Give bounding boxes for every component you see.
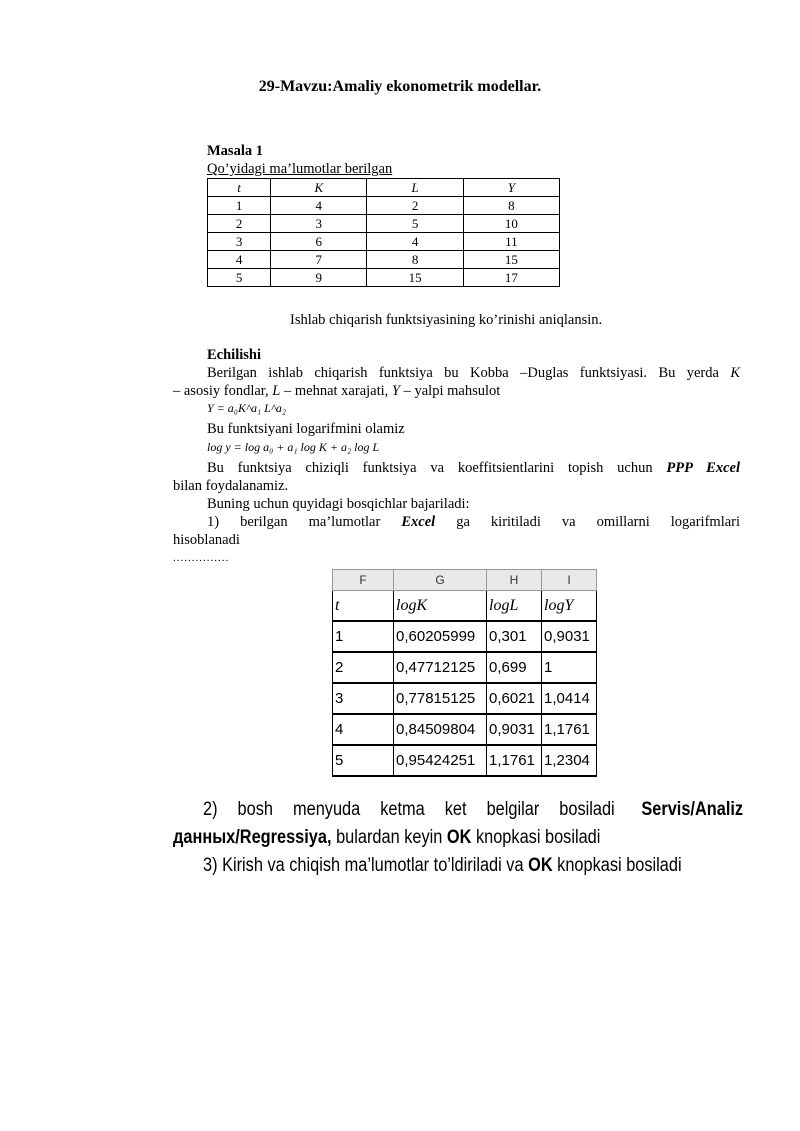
log-formula: log y = log a₀ + a₁ log K + a₂ log L [207,440,380,454]
table-cell: 4 [271,197,367,215]
excel-log-table [332,569,597,777]
solution-paragraph-4: Buning uchun quyidagi bosqichlar bajariladi: [207,496,470,512]
excel-cell: 0,9031 [542,621,597,652]
table-cell: 5 [367,215,463,233]
page-title: 29-Mavzu:Amaliy ekonometrik modellar. [258,78,542,95]
table-cell: 5 [208,269,271,287]
table-header-cell: L [367,179,463,197]
table-row [208,269,560,287]
table-cell: 10 [463,215,559,233]
solution-paragraph-2: Bu funktsiyani logarifmini olamiz [207,421,405,437]
excel-row [333,652,597,683]
excel-row [333,714,597,745]
excel-column-header: I [542,570,597,591]
excel-cell: 3 [333,683,394,714]
step-2-line-2: данных/Regressiya, bulardan keyin OK knopkasi bosiladi [173,827,601,848]
excel-row [333,745,597,776]
excel-cell: 1 [333,621,394,652]
table-cell: 15 [463,251,559,269]
excel-column-header: F [333,570,394,591]
step-3: 3) Kirish va chiqish ma’lumotlar to’ldiriladi va OK knopkasi bosiladi [203,855,682,876]
table-cell: 7 [271,251,367,269]
step-1-line-1: 1) berilgan ma’lumotlar Excel ga kiritiladi va omillarni logarifmlari [207,514,741,530]
table-cell: 6 [271,233,367,251]
table-cell: 2 [367,197,463,215]
excel-cell: 2 [333,652,394,683]
solution-heading: Echilishi [207,347,261,363]
problem-heading: Masala 1 [207,143,263,159]
excel-cell: 0,699 [487,652,542,683]
table-cell: 8 [463,197,559,215]
solution-paragraph-3-line-2: bilan foydalanamiz. [173,478,289,494]
table-cell: 9 [271,269,367,287]
step-2-line-1: 2) bosh menyuda ketma ket belgilar bosiladi Servis/Analiz [203,799,744,820]
excel-subheader-row [333,591,597,622]
excel-cell: 0,95424251 [394,745,487,776]
excel-cell: 0,47712125 [394,652,487,683]
excel-screenshot [332,569,597,777]
excel-column-header: H [487,570,542,591]
table-header-cell: t [208,179,271,197]
step-1-line-2: hisoblanadi [173,532,240,548]
given-data-table [207,178,560,287]
excel-cell: 1,1761 [542,714,597,745]
excel-cell: 0,6021 [487,683,542,714]
excel-row [333,683,597,714]
table-cell: 15 [367,269,463,287]
excel-cell: 4 [333,714,394,745]
table-header-cell: K [271,179,367,197]
excel-cell: 1,2304 [542,745,597,776]
excel-cell: 0,77815125 [394,683,487,714]
table-cell: 4 [208,251,271,269]
table-cell: 8 [367,251,463,269]
excel-subheader-cell: logY [542,591,597,622]
excel-cell: 0,9031 [487,714,542,745]
excel-column-header: G [394,570,487,591]
table-row [208,215,560,233]
solution-paragraph-1-line-1: Berilgan ishlab chiqarish funktsiya bu Kobba –Duglas funktsiyasi. Bu yerda K [207,365,740,381]
excel-subheader-cell: logL [487,591,542,622]
excel-cell: 1 [542,652,597,683]
excel-column-header-row [333,570,597,591]
solution-paragraph-1-line-2: – asosiy fondlar, L – mehnat xarajati, Y – yalpi mahsulot [173,383,501,399]
excel-cell: 1,0414 [542,683,597,714]
table-cell: 11 [463,233,559,251]
solution-paragraph-3-line-1: Bu funktsiya chiziqli funktsiya va koeffitsientlarini topish uchun PPP Excel [207,460,740,476]
table-cell: 4 [367,233,463,251]
task-statement: Ishlab chiqarish funktsiyasining ko’rinishi aniqlansin. [290,312,603,328]
cobb-douglas-formula: Y = a₀K^a₁ L^a₂ [207,401,287,415]
table-cell: 2 [208,215,271,233]
excel-cell: 5 [333,745,394,776]
dashed-separator: ............... [173,552,230,564]
table-cell: 17 [463,269,559,287]
excel-cell: 0,301 [487,621,542,652]
table-header-row [208,179,560,197]
problem-given: Qo’yidagi ma’lumotlar berilgan [207,161,393,177]
table-row [208,251,560,269]
excel-cell: 0,84509804 [394,714,487,745]
table-header-cell: Y [463,179,559,197]
excel-row [333,621,597,652]
table-cell: 3 [271,215,367,233]
table-row [208,233,560,251]
excel-subheader-cell: t [333,591,394,622]
excel-cell: 1,1761 [487,745,542,776]
excel-subheader-cell: logK [394,591,487,622]
excel-cell: 0,60205999 [394,621,487,652]
table-cell: 3 [208,233,271,251]
table-cell: 1 [208,197,271,215]
table-row [208,197,560,215]
